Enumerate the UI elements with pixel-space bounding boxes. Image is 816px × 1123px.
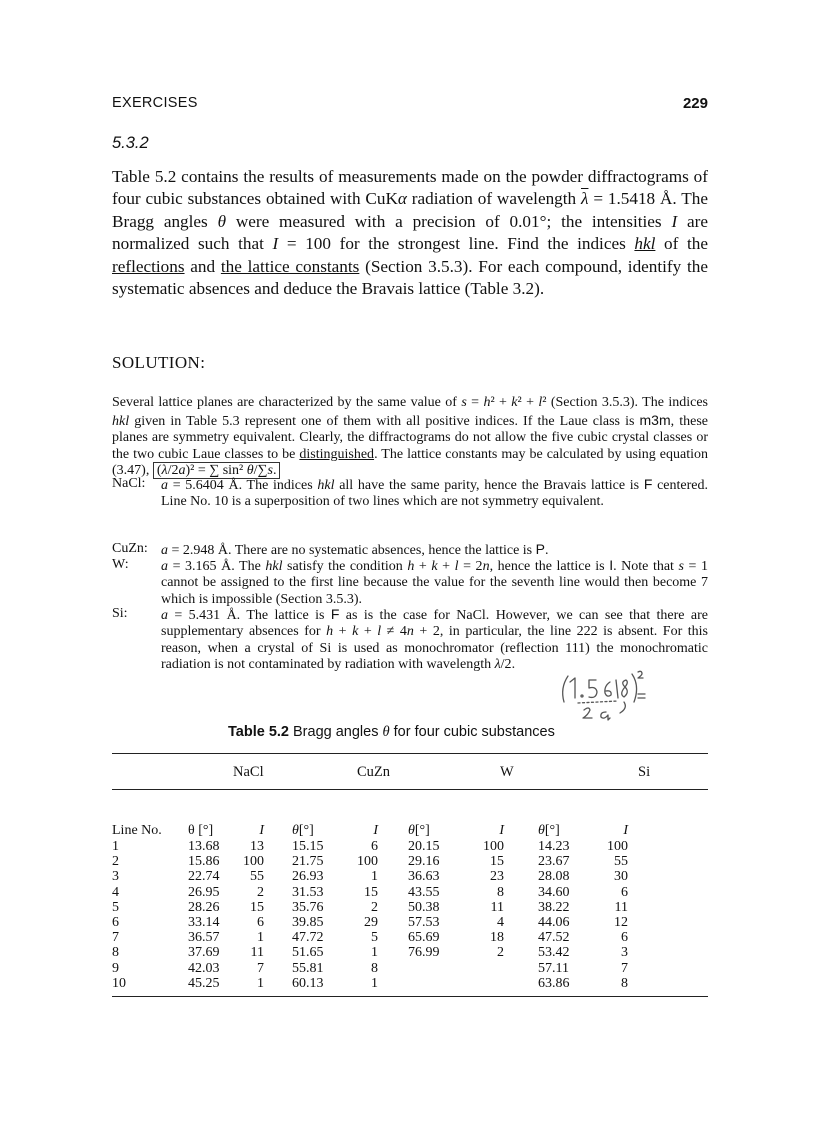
table-cell-nacl-t: 45.25	[188, 975, 220, 991]
table-cell-cuzn-t: 47.72	[292, 930, 324, 946]
table-row	[112, 885, 708, 900]
table-cell-cuzn-i: 1	[371, 975, 378, 991]
theta-header: θ[°]	[292, 823, 314, 839]
substance-header-si: Si	[638, 764, 651, 780]
table-cell-w-t: 57.53	[408, 915, 440, 931]
table-cell-w-i: 4	[497, 915, 504, 931]
table-cell-nacl-i: 100	[243, 854, 264, 870]
running-head	[112, 95, 708, 117]
intensity-header: I	[499, 823, 504, 839]
table-cell-cuzn-t: 60.13	[292, 975, 324, 991]
table-header-rule	[112, 789, 708, 790]
caption-text: for four cubic substances	[389, 724, 555, 740]
substance-header-w: W	[500, 764, 514, 780]
table-cell-si-t: 34.60	[538, 884, 570, 900]
table-cell-w-i: 100	[483, 839, 504, 854]
table-cell-si-i: 12	[614, 915, 628, 931]
table-cell-w-t	[388, 961, 466, 976]
table-cell-nacl-t: 26.95	[188, 884, 220, 900]
table-row	[112, 915, 708, 930]
entry-text: = 2.948 Å. There are no systematic absences, hence the lattice is	[168, 543, 536, 558]
table-cell-cuzn-i: 6	[371, 839, 378, 854]
lattice-symbol: F	[330, 606, 340, 622]
table-row	[112, 869, 708, 884]
table-cell-cuzn-i: 2	[371, 899, 378, 915]
entry-text: all have the same parity, hence the Bravais lattice is	[334, 478, 644, 493]
table-cell-si-i: 11	[614, 899, 628, 915]
table-cell-si-i: 100	[607, 839, 628, 854]
table-cell-no: 10	[112, 975, 126, 991]
running-title: EXERCISES	[112, 95, 198, 111]
entry-text: cannot be assigned to the first line because the value for the seventh line would then become 7 which is impossible (Section 3.5.3).	[161, 575, 708, 607]
table-row	[112, 976, 708, 991]
table-cell-nacl-t: 37.69	[188, 945, 220, 961]
table-cell-nacl-i: 6	[257, 915, 264, 931]
table-cell-nacl-t: 15.86	[188, 854, 220, 870]
line-no-header: Line No.	[112, 823, 162, 839]
intensity-header: I	[259, 823, 264, 839]
table-cell-cuzn-t: 39.85	[292, 915, 324, 931]
laue-class: m3m	[639, 411, 671, 428]
table-cell-cuzn-t: 35.76	[292, 899, 324, 915]
table-cell-si-t: 53.42	[538, 945, 570, 961]
problem-text: Table 5.2 contains the results of measurements made on the powder diffractograms of four cubic substances obtained with CuK	[112, 167, 708, 209]
table-cell-cuzn-t: 55.81	[292, 960, 324, 976]
theta-header: θ[°]	[408, 823, 430, 839]
exercise-number: 5.3.2	[112, 134, 149, 152]
table-cell-cuzn-t: 21.75	[292, 854, 324, 870]
problem-text: and	[184, 256, 221, 276]
table-bottom-rule	[112, 996, 708, 997]
table-caption: Table 5.2 Bragg angles θ for four cubic substances	[228, 724, 555, 740]
table-cell-no: 8	[112, 945, 119, 961]
theta-header: θ[°]	[538, 823, 560, 839]
entry-text: centered. Line No. 10 is a superposition of two lines which are not symmetry equivalent.	[161, 478, 708, 510]
solution-text: Several lattice planes are characterized by the same value of	[112, 395, 462, 410]
table-cell-w-t: 65.69	[408, 930, 440, 946]
table-cell-nacl-i: 15	[250, 899, 264, 915]
problem-statement: Table 5.2 contains the results of measurements made on the powder diffractograms of four cubic substances obtained with CuKα radiation of wavelength $\overline{\lambda} = 1.5418$ Å. The Bragg angles θ were measured with a precision of 0.01°; the intensities I are normalized such that I = 100 for the strongest line. Find the indices hkl of the reflections and the lattice constants (Section 3.5.3). For each compound, identify the systematic absences and deduce the Bravais lattice (Table 3.2).	[112, 167, 709, 299]
solution-text: . The lattice constants may be calculated by using equation (3.47),	[112, 446, 708, 478]
entry-text: , in particular, the line 222 is absent. For this reason, when a crystal of Si is used as monochromator (reflection 111) the monochromatic radiation is not contaminated by radiation with wavelength	[161, 624, 708, 672]
table-cell-si-i: 6	[621, 884, 628, 900]
table-cell-si-i: 6	[621, 930, 628, 946]
lattice-symbol: P	[535, 541, 545, 557]
page-number: 229	[682, 95, 708, 112]
intensity-header: I	[373, 823, 378, 839]
table-cell-w-i	[466, 961, 514, 976]
solution-text: (Section 3.5.3). The indices	[546, 395, 708, 410]
table-cell-w-i: 23	[490, 869, 504, 885]
table-cell-nacl-i: 55	[250, 869, 264, 885]
entry-text: = 5.6404 Å. The indices	[168, 478, 318, 493]
table-cell-cuzn-i: 1	[371, 945, 378, 961]
table-cell-nacl-i: 1	[257, 975, 264, 991]
table-cell-nacl-i: 7	[257, 960, 264, 976]
entry-text: = 5.431 Å. The lattice is	[168, 608, 331, 623]
entry-text: , hence the lattice is	[489, 559, 610, 574]
problem-text: = 1.5418 Å. The Bragg angles	[112, 189, 708, 231]
lattice-symbol: I	[609, 557, 614, 573]
table-row	[112, 945, 708, 960]
solution-heading: SOLUTION:	[112, 353, 206, 372]
table-cell-si-i: 55	[614, 854, 628, 870]
problem-text: radiation of wavelength	[406, 189, 581, 209]
entry-label: Si:	[112, 606, 128, 621]
table-cell-w-t: 36.63	[408, 869, 440, 885]
intensity-header: I	[623, 823, 628, 839]
entry-si: Si: a = 5.431 Å. The lattice is F as is the case for NaCl. However, we can see that there are supplementary absences for h + k + l ≠ 4n + 2, in particular, the line 222 is absent. For this reason, when a crystal of Si is used as monochromator (reflection 111) the monochromatic radiation is not contaminated by radiation with wavelength λ/2.	[112, 606, 708, 672]
underlined-term-reflections: reflections	[112, 256, 185, 276]
table-row	[112, 854, 708, 869]
problem-text: = 100 for the strongest line. Find the indices	[278, 234, 635, 254]
entry-text: as is the case for NaCl. However, we can see that there are supplementary absences for	[161, 608, 708, 640]
table-row	[112, 930, 708, 945]
table-cell-si-t: 44.06	[538, 915, 570, 931]
boxed-equation: (λ/2a)² = ∑ sin² θ/∑s.	[153, 462, 281, 479]
table-cell-no: 7	[112, 930, 119, 946]
table-cell-w-t: 29.16	[408, 854, 440, 870]
table-cell-nacl-i: 13	[250, 839, 264, 854]
table-cell-si-t: 14.23	[538, 839, 570, 854]
table-cell-nacl-t: 13.68	[188, 839, 220, 854]
table-cell-w-i: 8	[497, 884, 504, 900]
table-cell-nacl-t: 33.14	[188, 915, 220, 931]
entry-cuzn: CuZn: a = 2.948 Å. There are no systematic absences, hence the lattice is P.	[112, 541, 549, 558]
table-top-rule	[112, 753, 708, 754]
table-cell-w-t: 76.99	[408, 945, 440, 961]
table-cell-si-i: 8	[621, 975, 628, 991]
problem-text: (Section 3.5.3). For each compound, identify the systematic absences and deduce the Bravais lattice (Table 3.2).	[112, 256, 709, 299]
table-cell-cuzn-t: 15.15	[292, 839, 324, 854]
table-cell-cuzn-i: 5	[371, 930, 378, 946]
solution-intro: Several lattice planes are characterized by the same value of s = h² + k² + l² (Section 3.5.3). The indices hkl given in Table 5.3 represent one of them with all positive indices. If the Laue class is m3m, these planes are symmetry equivalent. Clearly, the diffractograms do not allow the five cubic crystal classes or the two cubic Laue classes to be distinguished. The lattice constants may be calculated by using equation (3.47), (λ/2a)² = ∑ sin² θ/∑s.	[112, 395, 709, 478]
table-row	[112, 900, 708, 915]
entry-w: W: a = 3.165 Å. The hkl satisfy the condition h + k + l = 2n, hence the lattice is I. Note that s = 1 cannot be assigned to the first line because the value for the seventh line would then become 7 which is impossible (Section 3.5.3).	[112, 557, 709, 607]
problem-text: were measured with a precision of 0.01°; the intensities	[226, 211, 672, 231]
table-cell-cuzn-i: 100	[357, 854, 378, 870]
underlined-term-distinguished: distinguished	[299, 446, 375, 462]
substance-header-nacl: NaCl	[233, 764, 264, 780]
table-cell-w-t: 43.55	[408, 884, 440, 900]
table-cell-w-i: 2	[497, 945, 504, 961]
table-cell-nacl-i: 2	[257, 884, 264, 900]
entry-text: . Note that	[613, 559, 679, 574]
entry-text: satisfy the condition	[282, 559, 408, 574]
table-cell-no: 4	[112, 884, 119, 900]
underlined-term-lattice-constants: the lattice constants	[220, 256, 360, 276]
table-cell-si-i: 3	[621, 945, 628, 961]
entry-label: NaCl:	[112, 476, 146, 491]
bragg-angle-table	[112, 823, 708, 991]
table-cell-nacl-t: 36.57	[188, 930, 220, 946]
table-cell-si-t: 28.08	[538, 869, 570, 885]
theta-header: θ [°]	[188, 823, 214, 839]
table-cell-no: 1	[112, 839, 119, 854]
handwritten-note	[556, 668, 648, 728]
entry-text: .	[511, 656, 516, 672]
entry-nacl: NaCl: a = 5.6404 Å. The indices hkl all have the same parity, hence the Bravais lattice is F centered. Line No. 10 is a superposition of two lines which are not symmetry equivalent.	[112, 476, 708, 510]
table-cell-w-i	[466, 976, 514, 991]
table-cell-si-t: 63.86	[538, 975, 570, 991]
table-cell-cuzn-t: 51.65	[292, 945, 324, 961]
table-cell-no: 3	[112, 869, 119, 885]
caption-text: Bragg angles	[288, 724, 383, 740]
table-cell-si-i: 30	[614, 869, 628, 885]
table-cell-si-t: 47.52	[538, 930, 570, 946]
table-cell-nacl-i: 1	[257, 930, 264, 946]
table-cell-no: 6	[112, 915, 119, 931]
entry-text: .	[544, 543, 549, 558]
table-cell-w-i: 15	[490, 854, 504, 870]
table-cell-cuzn-t: 26.93	[292, 869, 324, 885]
table-cell-w-i: 11	[490, 899, 504, 915]
solution-text: given in Table 5.3 represent one of them with all positive indices. If the Laue class is	[129, 413, 640, 429]
table-cell-no: 5	[112, 899, 119, 915]
table-cell-w-t: 20.15	[408, 839, 440, 854]
table-cell-no: 9	[112, 960, 119, 976]
table-cell-si-i: 7	[621, 960, 628, 976]
table-cell-nacl-t: 22.74	[188, 869, 220, 885]
entry-label: W:	[112, 557, 129, 572]
table-row	[112, 961, 708, 976]
table-cell-si-t: 23.67	[538, 854, 570, 870]
table-cell-cuzn-i: 15	[364, 884, 378, 900]
problem-text: of the	[655, 234, 708, 254]
entry-label: CuZn:	[112, 541, 148, 556]
table-cell-nacl-t: 42.03	[188, 960, 220, 976]
table-cell-nacl-i: 11	[250, 945, 264, 961]
lattice-symbol: F	[643, 476, 653, 492]
substance-header-cuzn: CuZn	[357, 764, 391, 780]
table-cell-cuzn-i: 29	[364, 915, 378, 931]
table-cell-w-t: 50.38	[408, 899, 440, 915]
table-cell-cuzn-i: 8	[371, 960, 378, 976]
table-subheader-row	[112, 823, 708, 839]
table-cell-no: 2	[112, 854, 119, 870]
table-cell-cuzn-t: 31.53	[292, 884, 324, 900]
table-cell-cuzn-i: 1	[371, 869, 378, 885]
table-cell-nacl-t: 28.26	[188, 899, 220, 915]
caption-lead: Table 5.2	[228, 724, 289, 740]
table-cell-w-i: 18	[490, 930, 504, 946]
table-cell-si-t: 38.22	[538, 899, 570, 915]
table-cell-w-t	[388, 976, 466, 991]
table-cell-si-t: 57.11	[538, 960, 569, 976]
problem-text: are normalized such that	[112, 211, 708, 254]
entry-text: = 3.165 Å. The	[168, 559, 266, 574]
solution-text: , these planes are symmetry equivalent. Clearly, the diffractograms do not allow the five cubic crystal classes or the two cubic Laue classes to be	[112, 413, 709, 462]
table-row	[112, 839, 708, 854]
